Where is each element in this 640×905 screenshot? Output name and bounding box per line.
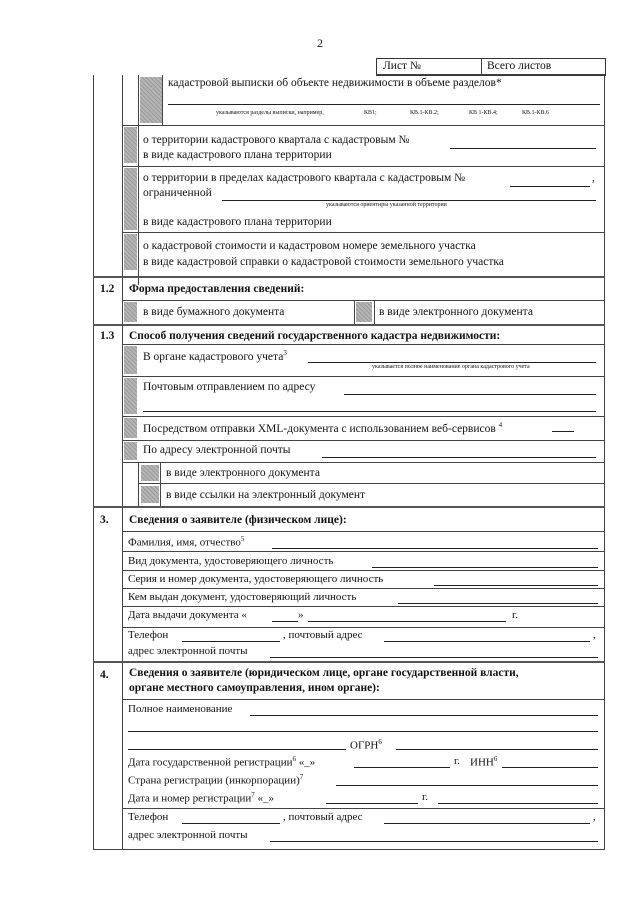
territory-line1: о территории кадастрового квартала с кадастровым № bbox=[143, 134, 410, 146]
reg-number-label: Дата и номер регистрации$^7$ «_» bbox=[128, 791, 274, 805]
org-email-field[interactable] bbox=[270, 841, 598, 842]
org-postal-field[interactable] bbox=[384, 823, 590, 824]
section-4-title-line2: органе местного самоуправления, ином органе): bbox=[129, 682, 380, 694]
inn-field[interactable] bbox=[502, 767, 598, 768]
person-email-label: адрес электронной почты bbox=[128, 645, 248, 657]
xml-label: Посредством отправки XML-документа с использованием веб-сервисов $^4$ bbox=[143, 421, 503, 435]
post-address-line-2[interactable] bbox=[143, 411, 596, 412]
within-bounds-line[interactable] bbox=[222, 200, 596, 201]
ogrn-label: ОГРН$^6$ bbox=[350, 738, 382, 752]
issue-date-day-field[interactable] bbox=[272, 621, 298, 622]
country-label: Страна регистрации (инкорпорации)$^7$ bbox=[128, 773, 304, 787]
email-link-label: в виде ссылки на электронный документ bbox=[166, 489, 366, 501]
territory-line2: в виде кадастрового плана территории bbox=[143, 149, 332, 161]
office-name-line[interactable] bbox=[308, 362, 596, 363]
postal-label: , почтовый адрес bbox=[283, 629, 363, 641]
cost-checkbox[interactable] bbox=[124, 234, 137, 270]
section-3-title: Сведения о заявителе (физическом лице): bbox=[129, 514, 347, 526]
full-name-field-2[interactable] bbox=[128, 731, 598, 732]
email-link-checkbox[interactable] bbox=[141, 486, 159, 503]
issued-by-label: Кем выдан документ, удостоверяющий личность bbox=[128, 591, 357, 603]
section-3-number: 3. bbox=[100, 514, 109, 526]
fio-field[interactable] bbox=[272, 548, 598, 549]
full-name-field-1[interactable] bbox=[250, 715, 598, 716]
doc-type-label: Вид документа, удостоверяющего личность bbox=[128, 555, 334, 567]
email-label: По адресу электронной почты bbox=[143, 444, 291, 456]
extract-checkbox[interactable] bbox=[140, 77, 162, 123]
office-checkbox[interactable] bbox=[124, 346, 137, 374]
frame-bottom bbox=[93, 849, 605, 850]
doc-series-field[interactable] bbox=[434, 585, 598, 586]
within-line3: в виде кадастрового плана территории bbox=[143, 216, 332, 228]
within-line2: ограниченной bbox=[143, 187, 212, 199]
org-phone-field[interactable] bbox=[182, 823, 280, 824]
org-phone-label: Телефон bbox=[128, 811, 169, 823]
paper-form-checkbox[interactable] bbox=[124, 302, 137, 322]
extract-title: кадастровой выписки об объекте недвижимости в объеме разделов* bbox=[168, 77, 502, 89]
person-email-field[interactable] bbox=[270, 657, 598, 658]
reg-date-label: Дата государственной регистрации$^6$ «_» bbox=[128, 755, 316, 769]
section-1-2-number: 1.2 bbox=[100, 283, 115, 295]
extract-example-4: КВ.1-КВ.6 bbox=[522, 110, 550, 116]
doc-series-label: Серия и номер документа, удостоверяющего личность bbox=[128, 573, 384, 585]
paper-form-label: в виде бумажного документа bbox=[143, 306, 285, 318]
reg-date-field[interactable] bbox=[354, 767, 450, 768]
doc-type-field[interactable] bbox=[372, 567, 598, 568]
fio-label: Фамилия, имя, отчество$^5$ bbox=[128, 535, 245, 549]
electronic-form-label: в виде электронного документа bbox=[379, 306, 533, 318]
reg-number-field[interactable] bbox=[438, 803, 598, 804]
frame-left bbox=[93, 75, 94, 850]
electronic-form-checkbox[interactable] bbox=[356, 302, 372, 322]
org-email-label: адрес электронной почты bbox=[128, 829, 248, 841]
phone-label: Телефон bbox=[128, 629, 169, 641]
within-cadastral-number-line[interactable] bbox=[510, 186, 590, 187]
post-label: Почтовым отправлением по адресу bbox=[143, 381, 316, 393]
inn-label: ИНН$^6$ bbox=[470, 755, 498, 769]
xml-checkbox[interactable] bbox=[124, 418, 137, 438]
email-document-label: в виде электронного документа bbox=[166, 467, 320, 479]
within-quarter-checkbox[interactable] bbox=[124, 168, 137, 230]
reg-number-date-field[interactable] bbox=[326, 803, 418, 804]
org-postal-label: , почтовый адрес bbox=[283, 811, 363, 823]
section-1-3-title: Способ получения сведений государственного кадастра недвижимости: bbox=[129, 330, 501, 342]
section-1-3-number: 1.3 bbox=[100, 330, 115, 342]
within-line1: о территории в пределах кадастрового квартала с кадастровым № bbox=[143, 172, 466, 184]
extract-example-1: КВ1; bbox=[364, 110, 377, 116]
section-4-number: 4. bbox=[100, 669, 109, 681]
extract-example-3: КВ 1-КВ.4; bbox=[469, 110, 498, 116]
territory-checkbox[interactable] bbox=[124, 127, 137, 163]
extract-sections-line[interactable] bbox=[168, 104, 600, 105]
section-1-2-title: Форма предоставления сведений: bbox=[129, 283, 305, 295]
total-sheets-label: Всего листов bbox=[487, 60, 552, 72]
page-number: 2 bbox=[317, 36, 323, 50]
territory-cadastral-number-line[interactable] bbox=[450, 148, 596, 149]
office-label: В органе кадастрового учета$^3$ bbox=[143, 349, 287, 363]
extract-hint: указываются разделы выписки, например, bbox=[216, 110, 324, 116]
office-hint: указывается полное наименование органа кадастрового учета bbox=[372, 364, 530, 370]
within-hint: указываются ориентиры указанной территории bbox=[326, 202, 447, 208]
post-address-line-1[interactable] bbox=[344, 394, 596, 395]
post-checkbox[interactable] bbox=[124, 378, 137, 414]
frame-right bbox=[604, 74, 605, 850]
section-4-title-line1: Сведения о заявителе (юридическом лице, органе государственной власти, bbox=[129, 667, 519, 679]
email-document-checkbox[interactable] bbox=[141, 465, 159, 481]
full-name-field-3[interactable] bbox=[128, 749, 346, 750]
issued-by-field[interactable] bbox=[398, 603, 598, 604]
email-address-line[interactable] bbox=[322, 457, 596, 458]
email-checkbox[interactable] bbox=[124, 442, 137, 460]
issue-date-month-year-field[interactable] bbox=[308, 621, 506, 622]
sheet-number-label: Лист № bbox=[383, 60, 421, 72]
full-name-label: Полное наименование bbox=[128, 703, 233, 715]
postal-field[interactable] bbox=[384, 641, 590, 642]
cost-line2: в виде кадастровой справки о кадастровой стоимости земельного участка bbox=[143, 256, 504, 268]
phone-field[interactable] bbox=[182, 641, 280, 642]
cost-line1: о кадастровой стоимости и кадастровом номере земельного участка bbox=[143, 240, 476, 252]
extract-example-2: КВ.1-КВ.2; bbox=[410, 110, 439, 116]
ogrn-field[interactable] bbox=[396, 749, 598, 750]
issue-date-label: Дата выдачи документа « bbox=[128, 609, 247, 621]
country-field[interactable] bbox=[336, 785, 598, 786]
